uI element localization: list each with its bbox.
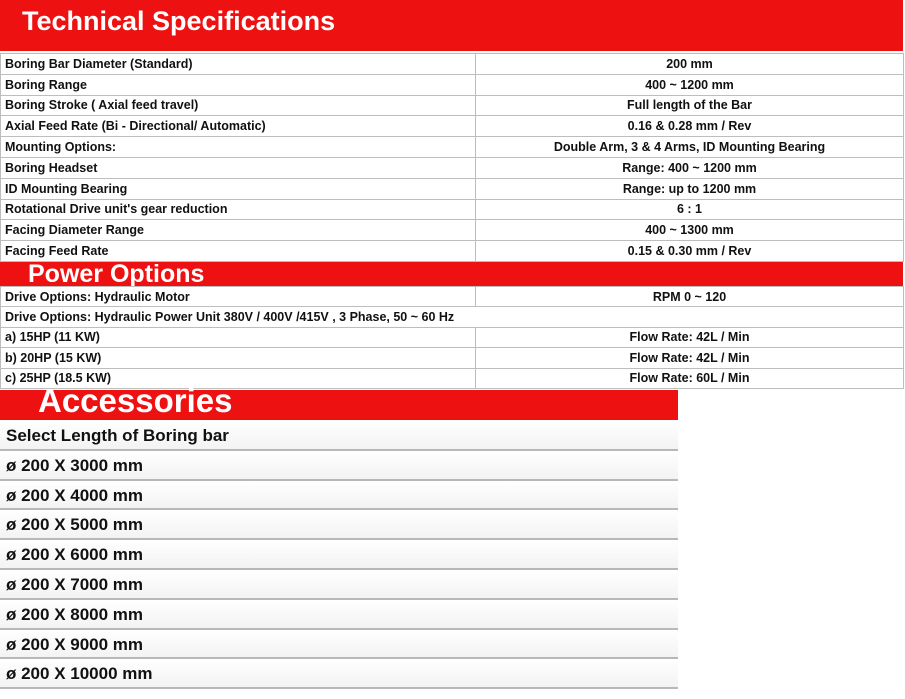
- spec-value: Range: up to 1200 mm: [476, 178, 904, 199]
- list-item: ø 200 X 7000 mm: [0, 570, 678, 600]
- spec-label: Rotational Drive unit's gear reduction: [1, 199, 476, 220]
- list-item: ø 200 X 5000 mm: [0, 510, 678, 540]
- spec-value: RPM 0 ~ 120: [476, 287, 904, 307]
- spec-label: Boring Headset: [1, 157, 476, 178]
- table-row: [1, 157, 904, 178]
- table-row: [1, 327, 904, 347]
- spec-value: 0.15 & 0.30 mm / Rev: [476, 241, 904, 262]
- spec-label: Drive Options: Hydraulic Power Unit 380V / 400V /415V , 3 Phase, 50 ~ 60 Hz: [1, 307, 904, 327]
- table-row: [1, 287, 904, 307]
- table-row: [1, 54, 904, 75]
- technical-specifications-title: Technical Specifications: [22, 6, 336, 36]
- spec-value: 200 mm: [476, 54, 904, 75]
- spec-value: 0.16 & 0.28 mm / Rev: [476, 116, 904, 137]
- technical-specifications-banner: [0, 0, 903, 51]
- power-options-table: [0, 286, 904, 389]
- list-item: ø 200 X 3000 mm: [0, 451, 678, 481]
- table-row: [1, 220, 904, 241]
- spec-label: Boring Bar Diameter (Standard): [1, 54, 476, 75]
- spec-value: 400 ~ 1300 mm: [476, 220, 904, 241]
- spec-label: Facing Feed Rate: [1, 241, 476, 262]
- list-item: ø 200 X 8000 mm: [0, 600, 678, 630]
- technical-specifications-table: [0, 53, 904, 262]
- spec-label: Facing Diameter Range: [1, 220, 476, 241]
- list-item: ø 200 X 6000 mm: [0, 540, 678, 570]
- spec-label: b) 20HP (15 KW): [1, 348, 476, 368]
- power-options-banner: [0, 262, 903, 286]
- spec-value: Flow Rate: 42L / Min: [476, 327, 904, 347]
- spec-value: Double Arm, 3 & 4 Arms, ID Mounting Bearing: [476, 137, 904, 158]
- spec-label: a) 15HP (11 KW): [1, 327, 476, 347]
- table-row: [1, 199, 904, 220]
- spec-value: Range: 400 ~ 1200 mm: [476, 157, 904, 178]
- table-row: [1, 348, 904, 368]
- spec-label: Mounting Options:: [1, 137, 476, 158]
- spec-value: 6 : 1: [476, 199, 904, 220]
- spec-value: Flow Rate: 60L / Min: [476, 368, 904, 388]
- spec-label: ID Mounting Bearing: [1, 178, 476, 199]
- spec-label: c) 25HP (18.5 KW): [1, 368, 476, 388]
- table-row: [1, 178, 904, 199]
- table-row: [1, 95, 904, 116]
- list-item: ø 200 X 4000 mm: [0, 481, 678, 511]
- spec-label: Drive Options: Hydraulic Motor: [1, 287, 476, 307]
- spec-value: 400 ~ 1200 mm: [476, 74, 904, 95]
- spec-label: Boring Range: [1, 74, 476, 95]
- spec-label: Axial Feed Rate (Bi - Directional/ Automatic): [1, 116, 476, 137]
- accessories-list: [0, 421, 678, 689]
- list-item: ø 200 X 9000 mm: [0, 630, 678, 660]
- power-options-title: Power Options: [28, 260, 205, 288]
- accessories-banner: [0, 382, 678, 420]
- accessories-title: Accessories: [38, 382, 233, 419]
- table-row: [1, 116, 904, 137]
- spec-label: Boring Stroke ( Axial feed travel): [1, 95, 476, 116]
- accessories-header: Select Length of Boring bar: [0, 421, 678, 451]
- table-row: [1, 307, 904, 327]
- table-row: [1, 137, 904, 158]
- list-item: ø 200 X 10000 mm: [0, 659, 678, 689]
- table-row: [1, 74, 904, 95]
- spec-value: Full length of the Bar: [476, 95, 904, 116]
- spec-value: Flow Rate: 42L / Min: [476, 348, 904, 368]
